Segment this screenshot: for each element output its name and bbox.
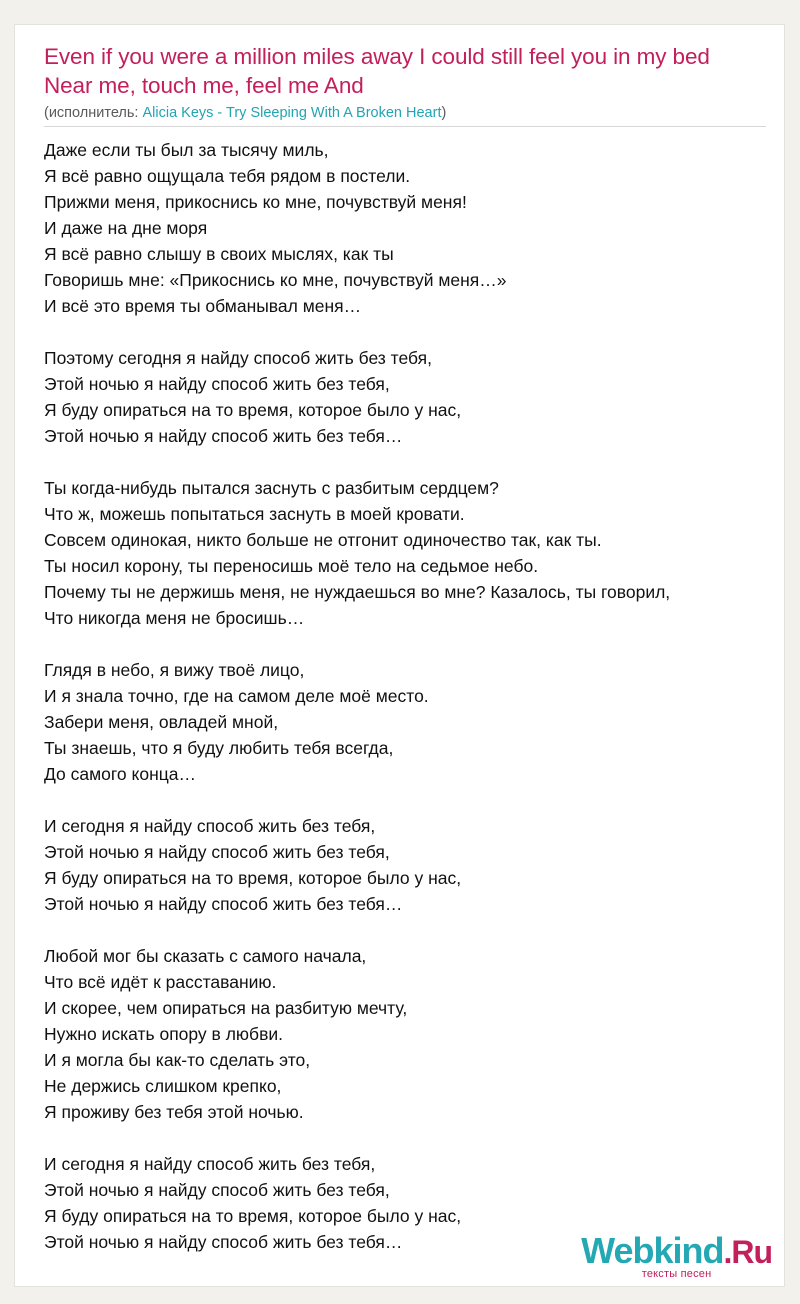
lyrics-line: Даже если ты был за тысячу миль,	[44, 140, 329, 160]
lyrics-line: Говоришь мне: «Прикоснись ко мне, почувствуй меня…»	[44, 270, 507, 290]
lyrics-line: Этой ночью я найду способ жить без тебя,	[44, 1180, 390, 1200]
lyrics-line: Этой ночью я найду способ жить без тебя…	[44, 426, 403, 446]
song-title	[44, 42, 784, 100]
artist-song-link[interactable]: Alicia Keys - Try Sleeping With A Broken Heart	[142, 105, 442, 121]
lyrics-line: До самого конца…	[44, 764, 196, 784]
lyrics-card	[14, 24, 785, 1287]
lyrics-stanza	[44, 345, 670, 449]
lyrics-line: И даже на дне моря	[44, 218, 208, 238]
lyrics-line: Любой мог бы сказать с самого начала,	[44, 946, 367, 966]
lyrics-line: И сегодня я найду способ жить без тебя,	[44, 816, 376, 836]
logo-brand-name: Webkind	[581, 1230, 724, 1271]
lyrics-line: Ты когда-нибудь пытался заснуть с разбитым сердцем?	[44, 478, 499, 498]
lyrics-line: И всё это время ты обманывал меня…	[44, 296, 362, 316]
logo-tld: .Ru	[723, 1234, 772, 1270]
lyrics-line: Поэтому сегодня я найду способ жить без тебя,	[44, 348, 433, 368]
lyrics-stanza	[44, 813, 670, 917]
webkind-logo[interactable]	[581, 1230, 772, 1280]
lyrics-line: Я всё равно слышу в своих мыслях, как ты	[44, 244, 394, 264]
lyrics-text	[44, 137, 670, 1281]
artist-info	[44, 104, 446, 122]
lyrics-line: Глядя в небо, я вижу твоё лицо,	[44, 660, 305, 680]
lyrics-line: Я буду опираться на то время, которое было у нас,	[44, 868, 462, 888]
lyrics-line: Что всё идёт к расставанию.	[44, 972, 277, 992]
title-divider	[44, 126, 766, 127]
lyrics-line: Нужно искать опору в любви.	[44, 1024, 284, 1044]
logo-tagline: тексты песен	[641, 1268, 712, 1280]
lyrics-line: Совсем одинокая, никто больше не отгонит одиночество так, как ты.	[44, 530, 602, 550]
lyrics-line: Ты носил корону, ты переносишь моё тело на седьмое небо.	[44, 556, 539, 576]
lyrics-stanza	[44, 943, 670, 1125]
lyrics-stanza	[44, 657, 670, 787]
lyrics-line: И я знала точно, где на самом деле моё место.	[44, 686, 429, 706]
lyrics-line: Забери меня, овладей мной,	[44, 712, 279, 732]
lyrics-line: Этой ночью я найду способ жить без тебя,	[44, 374, 390, 394]
lyrics-line: Почему ты не держишь меня, не нуждаешься во мне? Казалось, ты говорил,	[44, 582, 671, 602]
lyrics-line: Ты знаешь, что я буду любить тебя всегда,	[44, 738, 394, 758]
lyrics-line: Этой ночью я найду способ жить без тебя…	[44, 1232, 403, 1252]
lyrics-line: Что ж, можешь попытаться заснуть в моей кровати.	[44, 504, 465, 524]
lyrics-line: Я буду опираться на то время, которое было у нас,	[44, 1206, 462, 1226]
lyrics-line: Этой ночью я найду способ жить без тебя,	[44, 842, 390, 862]
lyrics-line: Я буду опираться на то время, которое было у нас,	[44, 400, 462, 420]
lyrics-line: Я всё равно ощущала тебя рядом в постели.	[44, 166, 411, 186]
lyrics-line: Что никогда меня не бросишь…	[44, 608, 305, 628]
lyrics-line: Не держись слишком крепко,	[44, 1076, 282, 1096]
lyrics-stanza	[44, 1151, 670, 1255]
artist-prefix: (исполнитель:	[44, 105, 143, 121]
lyrics-line: Я проживу без тебя этой ночью.	[44, 1102, 304, 1122]
artist-suffix: )	[441, 105, 447, 121]
title-line-1: Even if you were a million miles away I could still feel you in my bed	[44, 44, 710, 69]
lyrics-line: Прижми меня, прикоснись ко мне, почувствуй меня!	[44, 192, 467, 212]
logo-brand	[581, 1230, 772, 1271]
lyrics-stanza	[44, 137, 670, 319]
lyrics-line: И я могла бы как-то сделать это,	[44, 1050, 311, 1070]
lyrics-line: И скорее, чем опираться на разбитую мечту,	[44, 998, 408, 1018]
lyrics-line: Этой ночью я найду способ жить без тебя…	[44, 894, 403, 914]
lyrics-line: И сегодня я найду способ жить без тебя,	[44, 1154, 376, 1174]
title-line-2: Near me, touch me, feel me And	[44, 73, 364, 98]
lyrics-stanza	[44, 475, 670, 631]
